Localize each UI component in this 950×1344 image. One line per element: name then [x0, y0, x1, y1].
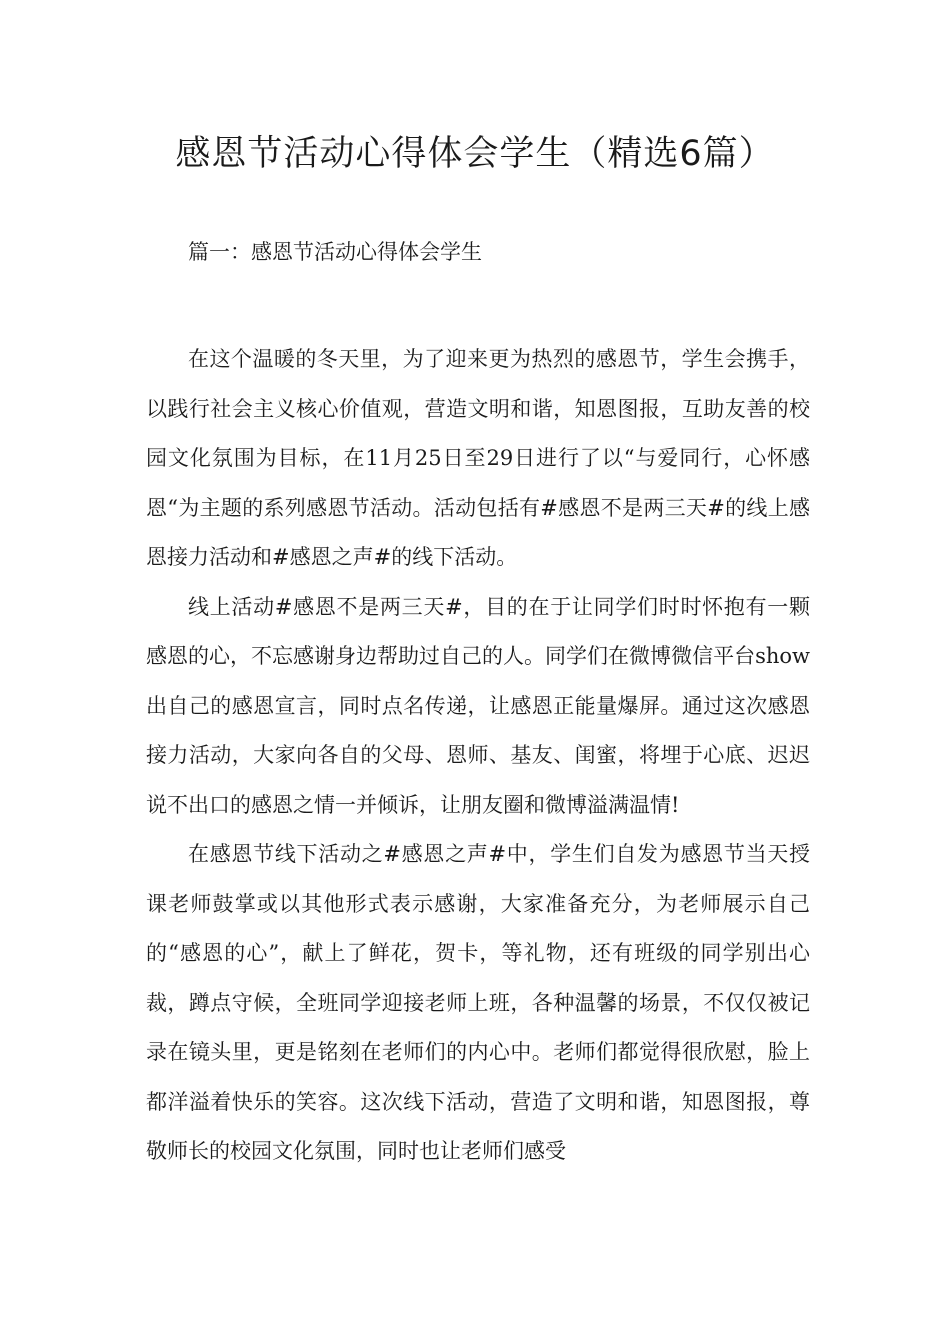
section-heading: 篇一：感恩节活动心得体会学生 — [188, 240, 482, 264]
paragraph-3: 在感恩节线下活动之#感恩之声#中，学生们自发为感恩节当天授课老师鼓掌或以其他形式表示感谢，大家准备充分，为老师展示自己的“感恩的心”，献上了鲜花，贺卡，等礼物，还有班级的同学别出心裁，蹲点守候，全班同学迎接老师上班，各种温馨的场景，不仅仅被记录在镜头里，更是铭刻在老师们的内心中。老师们都觉得很欣慰，脸上都洋溢着快乐的笑容。这次线下活动，营造了文明和谐，知恩图报，尊敬师长的校园文化氛围，同时也让老师们感受 — [146, 842, 810, 1163]
document-title: 感恩节活动心得体会学生（精选6篇） — [175, 134, 775, 174]
paragraph-2: 线上活动#感恩不是两三天#，目的在于让同学们时时怀抱有一颗感恩的心，不忘感谢身边帮助过自己的人。同学们在微博微信平台show出自己的感恩宣言，同时点名传递，让感恩正能量爆屏。通过这次感恩接力活动，大家向各自的父母、恩师、基友、闺蜜，将埋于心底、迟迟说不出口的感恩之情一并倾诉，让朋友圈和微博溢满温情! — [146, 594, 810, 817]
body-text — [146, 335, 810, 1177]
paragraph-1: 在这个温暖的冬天里，为了迎来更为热烈的感恩节，学生会携手，以践行社会主义核心价值观，营造文明和谐，知恩图报，互助友善的校园文化氛围为目标，在11月25日至29日进行了以“与爱同行，心怀感恩“为主题的系列感恩节活动。活动包括有#感恩不是两三天#的线上感恩接力活动和#感恩之声#的线下活动。 — [146, 347, 810, 569]
